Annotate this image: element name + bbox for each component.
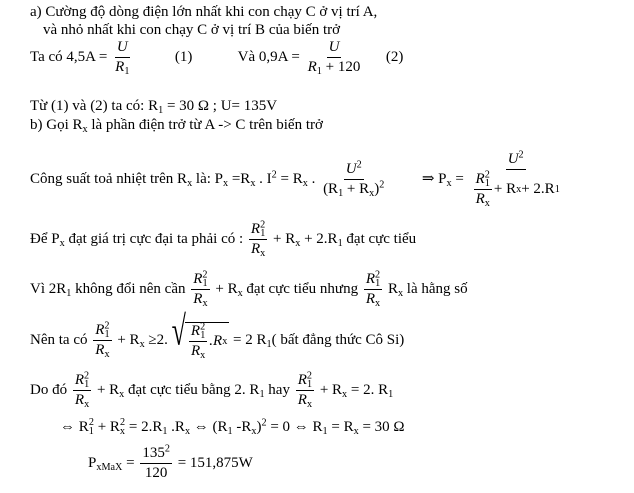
sup: 2 (306, 370, 312, 382)
sub: x (59, 238, 65, 250)
numerator: U (327, 40, 342, 58)
r: R (365, 290, 376, 307)
text: = 30 Ω ; U= 135V (163, 98, 278, 114)
text: (R (323, 180, 339, 197)
sub: 1 (200, 330, 206, 342)
r: R (190, 342, 201, 359)
text: = 0 ⇔ R (266, 419, 323, 435)
sub: 1 (227, 426, 233, 438)
fraction-power-x: $U^2$ $\frac{R^2_1}{R_x}$ + R x + 2.R 1 (475, 149, 560, 209)
sup: 2 (164, 443, 170, 455)
text: Và 0,9A = (237, 49, 300, 66)
sup: 2 (356, 159, 362, 171)
sub: 1 (375, 278, 381, 290)
r: R (250, 240, 261, 257)
u: U (507, 151, 519, 167)
text: Vì 2R (30, 281, 67, 298)
r: R (365, 271, 375, 287)
sub: x (375, 297, 381, 309)
text: = R (276, 171, 303, 188)
r: R (297, 372, 307, 388)
text: + R (493, 180, 517, 197)
text: ( bất đẳng thức Cô Si) (271, 332, 405, 349)
fraction-2 (364, 269, 382, 309)
text: Ta có 4,5A = (30, 49, 108, 66)
fraction-sqrt (189, 321, 207, 361)
r: R (74, 372, 85, 388)
sup: 2 (261, 417, 267, 429)
text: hay (264, 382, 290, 399)
line-part-b (30, 117, 323, 136)
sub: x (237, 288, 243, 300)
sub: x (251, 426, 257, 438)
text: + R (273, 231, 296, 248)
sup: 2 (200, 321, 206, 333)
sub: x (446, 178, 452, 190)
text: =R (228, 171, 251, 188)
text: -R (232, 419, 252, 435)
text: đạt cực tiểu (342, 231, 417, 248)
text: Công suất toả nhiệt trên R (30, 171, 188, 188)
sub: 1 (266, 339, 272, 351)
r: R (190, 323, 201, 339)
text: + R (215, 281, 238, 298)
fraction (191, 269, 209, 309)
sub: x (119, 426, 126, 438)
fraction-pmax (140, 443, 172, 482)
sub: x (82, 124, 88, 136)
text: b) Gọi R (30, 117, 83, 133)
line-part-a-2 (43, 23, 340, 38)
sub: 1 (388, 389, 394, 401)
inner-fraction (474, 169, 492, 209)
sub: x (306, 398, 313, 410)
text: Từ (1) và (2) ta có: R (30, 98, 159, 114)
sup: 2 (260, 219, 266, 231)
text: là hằng số (403, 281, 468, 298)
r: R (193, 290, 203, 307)
sub: x (84, 398, 90, 410)
r: R (95, 322, 105, 338)
r: R (297, 391, 307, 408)
sup: 2 (88, 417, 94, 429)
sup: 2 (84, 370, 90, 382)
sub: x (353, 426, 359, 438)
line-minimum (30, 370, 394, 410)
fraction-2 (296, 370, 314, 410)
sub: x (184, 426, 191, 438)
text: = (122, 455, 135, 472)
text: P (88, 455, 97, 472)
sub: 1 (66, 288, 72, 300)
sub: x (200, 349, 206, 361)
text: = 2. R (347, 382, 389, 399)
fraction (73, 370, 91, 410)
sub: x (250, 178, 256, 190)
den-sub: 1 (316, 65, 322, 77)
text: .R (167, 419, 185, 435)
fraction-2 (306, 40, 363, 76)
text: = 30 Ω (358, 419, 405, 435)
text: ⇔ (R (190, 419, 228, 435)
sub: x (139, 339, 145, 351)
line-cauchy (30, 307, 405, 361)
sub: x (397, 288, 404, 300)
sub: x (484, 197, 490, 209)
r: R (193, 271, 203, 287)
den-sub: 1 (124, 65, 130, 77)
text: = 151,875W (177, 455, 253, 472)
text: ≥2. (144, 332, 168, 349)
u: U (345, 160, 357, 177)
text: Do đó (30, 382, 68, 399)
text: ) (374, 180, 380, 197)
equation-tag-2: (2) (385, 49, 404, 66)
sub: x (260, 247, 266, 259)
line-result-r1-u (30, 98, 278, 117)
sup: 2 (375, 269, 381, 281)
text: + 2.R (521, 180, 555, 197)
line-max-power (88, 443, 253, 482)
sub: x (302, 178, 308, 190)
sup: 2 (120, 417, 126, 429)
sup: 2 (518, 149, 524, 161)
text: đạt cực tiểu bằng 2. R (124, 382, 260, 399)
sqrt-sign: √ (171, 307, 186, 354)
text: không đổi nên cần (71, 281, 186, 298)
r: R (475, 190, 485, 207)
text: + R (96, 382, 120, 399)
equation-tag-1: (1) (174, 49, 193, 66)
fraction-1 (113, 40, 131, 76)
fraction (93, 320, 111, 360)
sub: 1 (338, 187, 344, 199)
sub: 1 (158, 105, 164, 117)
sub: x (187, 178, 193, 190)
text: Nên ta có (30, 332, 88, 349)
text: là phần điện trở từ A -> C trên biến trở (87, 117, 323, 133)
sub: 1 (337, 238, 343, 250)
text: = 2.R (125, 419, 163, 435)
sub: x (202, 297, 208, 309)
text: R (387, 281, 398, 298)
text: Để P (30, 231, 60, 248)
sup: 2 (484, 169, 490, 181)
fraction (249, 219, 267, 259)
line-part-a-1 (30, 5, 377, 20)
text: là: P (192, 171, 223, 188)
r: R (250, 221, 261, 237)
den-rest: + 120 (321, 58, 361, 75)
line-constant (30, 269, 468, 309)
num: 135 (142, 445, 165, 461)
sup: 2 (379, 179, 385, 191)
text: + R (93, 419, 120, 435)
sub: x (104, 348, 110, 360)
sub: 1 (104, 329, 110, 341)
text: = R (327, 419, 354, 435)
text: .R (209, 333, 223, 350)
text: = (451, 171, 464, 188)
numerator: U (115, 40, 130, 58)
text: + R (343, 180, 370, 197)
sub: 1 (84, 379, 90, 391)
line-condition (30, 219, 417, 259)
r: R (74, 391, 85, 408)
line-power-formula (30, 149, 564, 209)
den-r: R (115, 58, 125, 75)
text: ⇔ R (60, 419, 89, 435)
sub: x (295, 238, 301, 250)
sub: x (369, 187, 375, 199)
text: = 2 R (233, 332, 267, 349)
sub: 1 (484, 177, 490, 189)
text: ⇒ P (421, 171, 447, 188)
sup: 2 (104, 320, 110, 332)
sub: 1 (322, 426, 328, 438)
sup: 2 (202, 269, 208, 281)
sub: x (342, 389, 348, 401)
sub: x (119, 389, 125, 401)
text: . (307, 171, 316, 188)
text: . I (255, 171, 272, 188)
text: + R (319, 382, 343, 399)
line-equations (30, 40, 403, 76)
sup: 2 (271, 169, 277, 181)
fraction-power (321, 159, 386, 199)
sub: 1 (202, 278, 208, 290)
sub: 1 (259, 389, 265, 401)
text: ) (256, 419, 262, 435)
sub: 1 (162, 426, 168, 438)
text: + 2.R (300, 231, 338, 248)
text: và nhỏ nhất khi con chạy C ở vị trí B của biến trở (43, 22, 341, 38)
square-root: √ $\frac{R^2_1}{R_x}$ .R x (172, 322, 230, 360)
r: R (475, 170, 485, 187)
text: + R (117, 332, 140, 349)
sub: x (223, 178, 229, 190)
den-r: R (307, 58, 317, 75)
sub: 1 (260, 228, 266, 240)
sub: xMaX (96, 462, 123, 474)
den: 120 (144, 464, 168, 481)
sub: 1 (88, 426, 94, 438)
text: đạt cực tiểu nhưng (242, 281, 359, 298)
text: đạt giá trị cực đại ta phải có : (64, 231, 244, 248)
sub: 1 (306, 379, 313, 391)
r: R (95, 341, 105, 358)
line-equivalence (60, 417, 405, 438)
text: a) Cường độ dòng điện lớn nhất khi con chạy C ở vị trí A, (30, 4, 378, 20)
